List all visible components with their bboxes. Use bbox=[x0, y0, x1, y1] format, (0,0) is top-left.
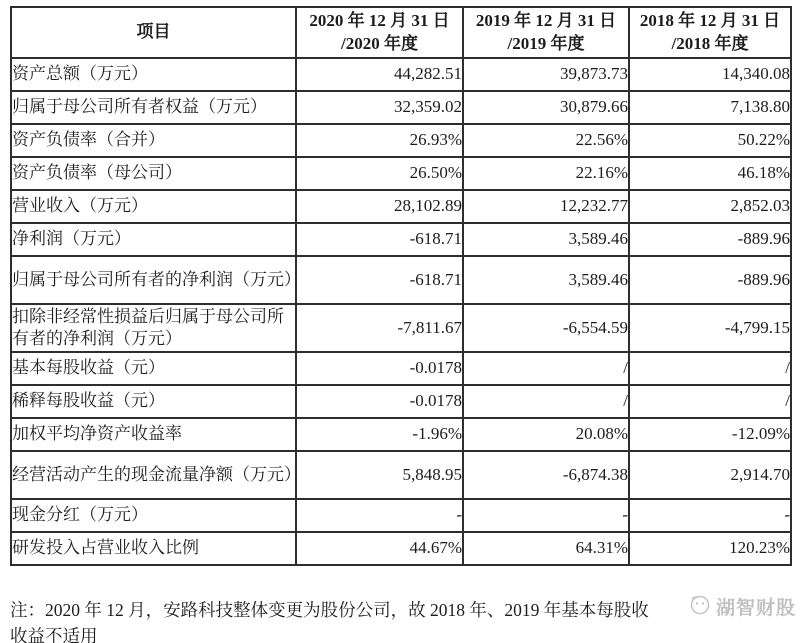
row-value-2019: 3,589.46 bbox=[463, 256, 629, 304]
header-2018-line2: /2018 年度 bbox=[671, 33, 749, 53]
footnote-line1: 注：2020 年 12 月，安路科技整体变更为股份公司，故 2018 年、2019 年基本每股收 bbox=[10, 600, 649, 620]
row-value-2020: 26.93% bbox=[296, 124, 463, 157]
row-value-2020: 5,848.95 bbox=[296, 451, 463, 499]
row-value-2020: -0.0178 bbox=[296, 385, 463, 418]
table-row bbox=[11, 256, 791, 304]
row-label: 归属于母公司所有者权益（万元） bbox=[11, 91, 296, 124]
row-value-2018: 14,340.08 bbox=[629, 58, 791, 91]
header-2019-line2: /2019 年度 bbox=[507, 33, 585, 53]
row-value-2020: -0.0178 bbox=[296, 352, 463, 385]
row-value-2018: / bbox=[629, 352, 791, 385]
row-value-2018: 2,852.03 bbox=[629, 190, 791, 223]
table-row bbox=[11, 499, 791, 532]
table-row bbox=[11, 190, 791, 223]
row-value-2018: -12.09% bbox=[629, 418, 791, 451]
row-value-2020: 44.67% bbox=[296, 532, 463, 565]
header-2018-line1: 2018 年 12 月 31 日 bbox=[639, 11, 781, 31]
row-value-2018: 46.18% bbox=[629, 157, 791, 190]
row-value-2018: 50.22% bbox=[629, 124, 791, 157]
row-label: 加权平均净资产收益率 bbox=[11, 418, 296, 451]
magnifier-badge-icon bbox=[688, 592, 712, 621]
watermark bbox=[688, 592, 796, 621]
row-value-2019: 22.16% bbox=[463, 157, 629, 190]
footnote bbox=[10, 597, 796, 643]
header-2019-line1: 2019 年 12 月 31 日 bbox=[475, 11, 617, 31]
row-value-2020: 32,359.02 bbox=[296, 91, 463, 124]
table-row bbox=[11, 352, 791, 385]
watermark-text: 湖智财股 bbox=[716, 598, 797, 619]
header-2020 bbox=[296, 7, 463, 58]
table-row bbox=[11, 223, 791, 256]
row-value-2020: -618.71 bbox=[296, 256, 463, 304]
row-value-2019: -6,874.38 bbox=[463, 451, 629, 499]
row-label: 营业收入（万元） bbox=[11, 190, 296, 223]
row-value-2019: / bbox=[463, 385, 629, 418]
table-header-row bbox=[11, 7, 791, 58]
row-value-2020: - bbox=[296, 499, 463, 532]
row-label: 扣除非经常性损益后归属于母公司所有者的净利润（万元） bbox=[11, 304, 296, 352]
row-value-2018: - bbox=[629, 499, 791, 532]
row-value-2019: - bbox=[463, 499, 629, 532]
table-row bbox=[11, 532, 791, 565]
row-value-2019: 30,879.66 bbox=[463, 91, 629, 124]
table-row bbox=[11, 304, 791, 352]
row-value-2018: / bbox=[629, 385, 791, 418]
row-value-2020: 44,282.51 bbox=[296, 58, 463, 91]
table-row bbox=[11, 157, 791, 190]
header-item-label: 项目 bbox=[136, 22, 171, 42]
row-value-2020: -1.96% bbox=[296, 418, 463, 451]
row-value-2018: 2,914.70 bbox=[629, 451, 791, 499]
header-2019 bbox=[463, 7, 629, 58]
row-label: 归属于母公司所有者的净利润（万元） bbox=[11, 256, 296, 304]
financial-summary-table bbox=[10, 6, 790, 566]
row-value-2019: 64.31% bbox=[463, 532, 629, 565]
row-label: 净利润（万元） bbox=[11, 223, 296, 256]
row-label: 现金分红（万元） bbox=[11, 499, 296, 532]
table-row bbox=[11, 385, 791, 418]
table-row bbox=[11, 58, 791, 91]
row-value-2018: -889.96 bbox=[629, 256, 791, 304]
row-label: 经营活动产生的现金流量净额（万元） bbox=[11, 451, 296, 499]
row-value-2019: 22.56% bbox=[463, 124, 629, 157]
row-value-2020: 26.50% bbox=[296, 157, 463, 190]
row-value-2018: 120.23% bbox=[629, 532, 791, 565]
row-value-2019: -6,554.59 bbox=[463, 304, 629, 352]
row-value-2018: 7,138.80 bbox=[629, 91, 791, 124]
row-label: 资产负债率（母公司） bbox=[11, 157, 296, 190]
header-item bbox=[11, 7, 296, 58]
row-value-2020: -618.71 bbox=[296, 223, 463, 256]
footnote-line2: 收益不适用 bbox=[10, 626, 98, 643]
row-value-2018: -889.96 bbox=[629, 223, 791, 256]
row-label: 资产总额（万元） bbox=[11, 58, 296, 91]
table-row bbox=[11, 418, 791, 451]
header-2020-line2: /2020 年度 bbox=[341, 33, 418, 53]
financial-table bbox=[10, 6, 792, 566]
row-label: 研发投入占营业收入比例 bbox=[11, 532, 296, 565]
row-value-2019: 12,232.77 bbox=[463, 190, 629, 223]
row-value-2019: 20.08% bbox=[463, 418, 629, 451]
row-value-2018: -4,799.15 bbox=[629, 304, 791, 352]
row-label: 稀释每股收益（元） bbox=[11, 385, 296, 418]
row-label: 基本每股收益（元） bbox=[11, 352, 296, 385]
row-value-2020: 28,102.89 bbox=[296, 190, 463, 223]
header-2018 bbox=[629, 7, 791, 58]
row-value-2020: -7,811.67 bbox=[296, 304, 463, 352]
row-label: 资产负债率（合并） bbox=[11, 124, 296, 157]
table-row bbox=[11, 124, 791, 157]
row-value-2019: 39,873.73 bbox=[463, 58, 629, 91]
row-value-2019: / bbox=[463, 352, 629, 385]
table-row bbox=[11, 451, 791, 499]
header-2020-line1: 2020 年 12 月 31 日 bbox=[309, 11, 450, 31]
table-row bbox=[11, 91, 791, 124]
row-value-2019: 3,589.46 bbox=[463, 223, 629, 256]
